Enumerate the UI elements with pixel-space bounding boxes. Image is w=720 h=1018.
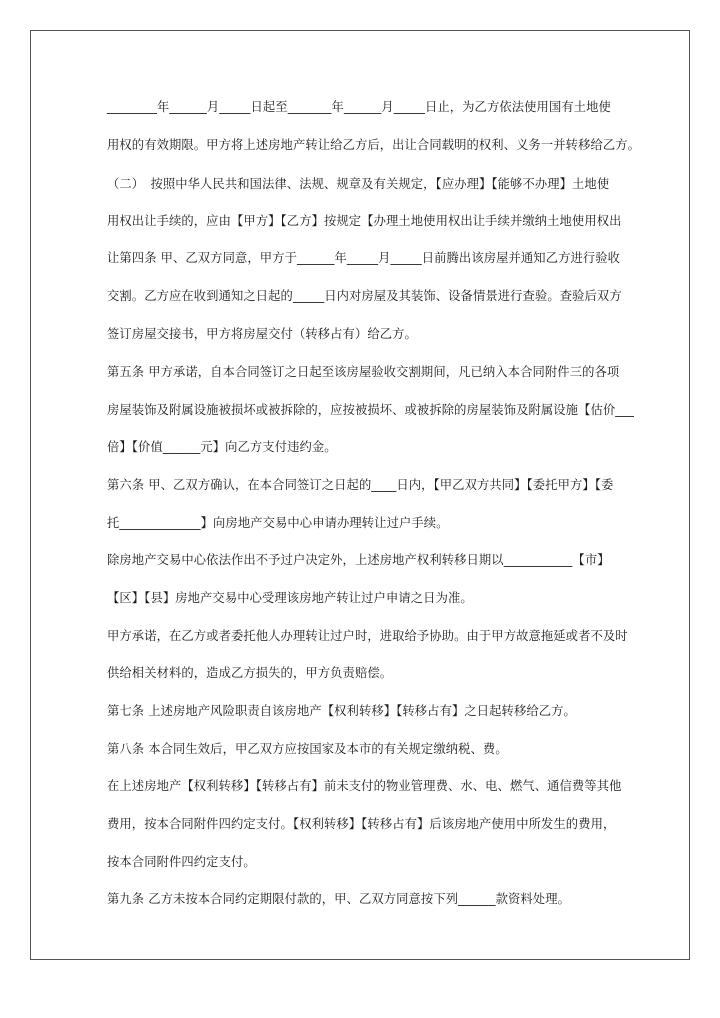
text-line: 第九条 乙方未按本合同约定期限付款的，甲、乙双方同意按下列______款资料处理。 (107, 892, 570, 906)
text-line: 用权的有效期限。甲方将上述房地产转让给乙方后，出让合同载明的权利、义务一并转移给乙方。 (107, 138, 641, 152)
text-line: 除房地产交易中心依法作出不予过户决定外，上述房地产权利转移日期以___________【市】 (107, 553, 610, 567)
text-line: 费用，按本合同附件四约定支付。【权利转移】【转移占有】后该房地产使用中所发生的费用， (107, 817, 616, 831)
text-line: 在上述房地产【权利转移】【转移占有】前未支付的物业管理费、水、电、燃气、通信费等其他 (107, 779, 622, 793)
text-line: 第八条 本合同生效后，甲乙双方应按国家及本市的有关规定缴纳税、费。 (107, 742, 508, 756)
text-line: 按本合同附件四约定支付。 (107, 855, 256, 869)
text-line: 【区】【县】房地产交易中心受理该房地产转让过户申请之日为准。 (107, 591, 473, 605)
text-line: 让第四条 甲、乙双方同意，甲方于______年_____月_____日前腾出该房屋并通知乙方进行验收 (107, 251, 621, 265)
text-line: 托_____________】向房地产交易中心申请办理转让过户手续。 (107, 516, 449, 530)
text-line: 第五条 甲方承诺，自本合同签订之日起至该房屋验收交割期间，凡已纳入本合同附件三的各项 (107, 365, 620, 379)
text-line: ________年______月_____日起至_______年______月_____日止，为乙方依法使用国有土地使 (107, 100, 611, 114)
text-line: 签订房屋交接书，甲方将房屋交付（转移占有）给乙方。 (107, 327, 417, 341)
text-line: 供给相关材料的，造成乙方损失的，甲方负责赔偿。 (107, 666, 393, 680)
text-line: 甲方承诺，在乙方或者委托他人办理转让过户时，进取给予协助。由于甲方故意拖延或者不及时 (107, 629, 628, 643)
text-line: 第六条 甲、乙双方确认，在本合同签订之日起的____日内，【甲乙双方共同】【委托甲方】【委 (107, 478, 614, 492)
text-line: 交割。乙方应在收到通知之日起的_____日内对房屋及其装饰、设备情景进行查验。查验后双方 (107, 289, 622, 303)
text-line: 第七条 上述房地产风险职责自该房地产【权利转移】【转移占有】之日起转移给乙方。 (107, 704, 576, 718)
text-line: 用权出让手续的，应由【甲方】【乙方】按规定【办理土地使用权出让手续并缴纳土地使用权出 (107, 214, 622, 228)
text-line: 房屋装饰及附属设施被损坏或被拆除的，应按被损坏、或被拆除的房屋装饰及附属设施【估价___ (107, 403, 635, 417)
text-line: 倍】【价值______元】向乙方支付违约金。 (107, 440, 337, 454)
text-line: （二） 按照中华人民共和国法律、法规、规章及有关规定，【应办理】【能够不办理】土地使 (107, 177, 610, 191)
